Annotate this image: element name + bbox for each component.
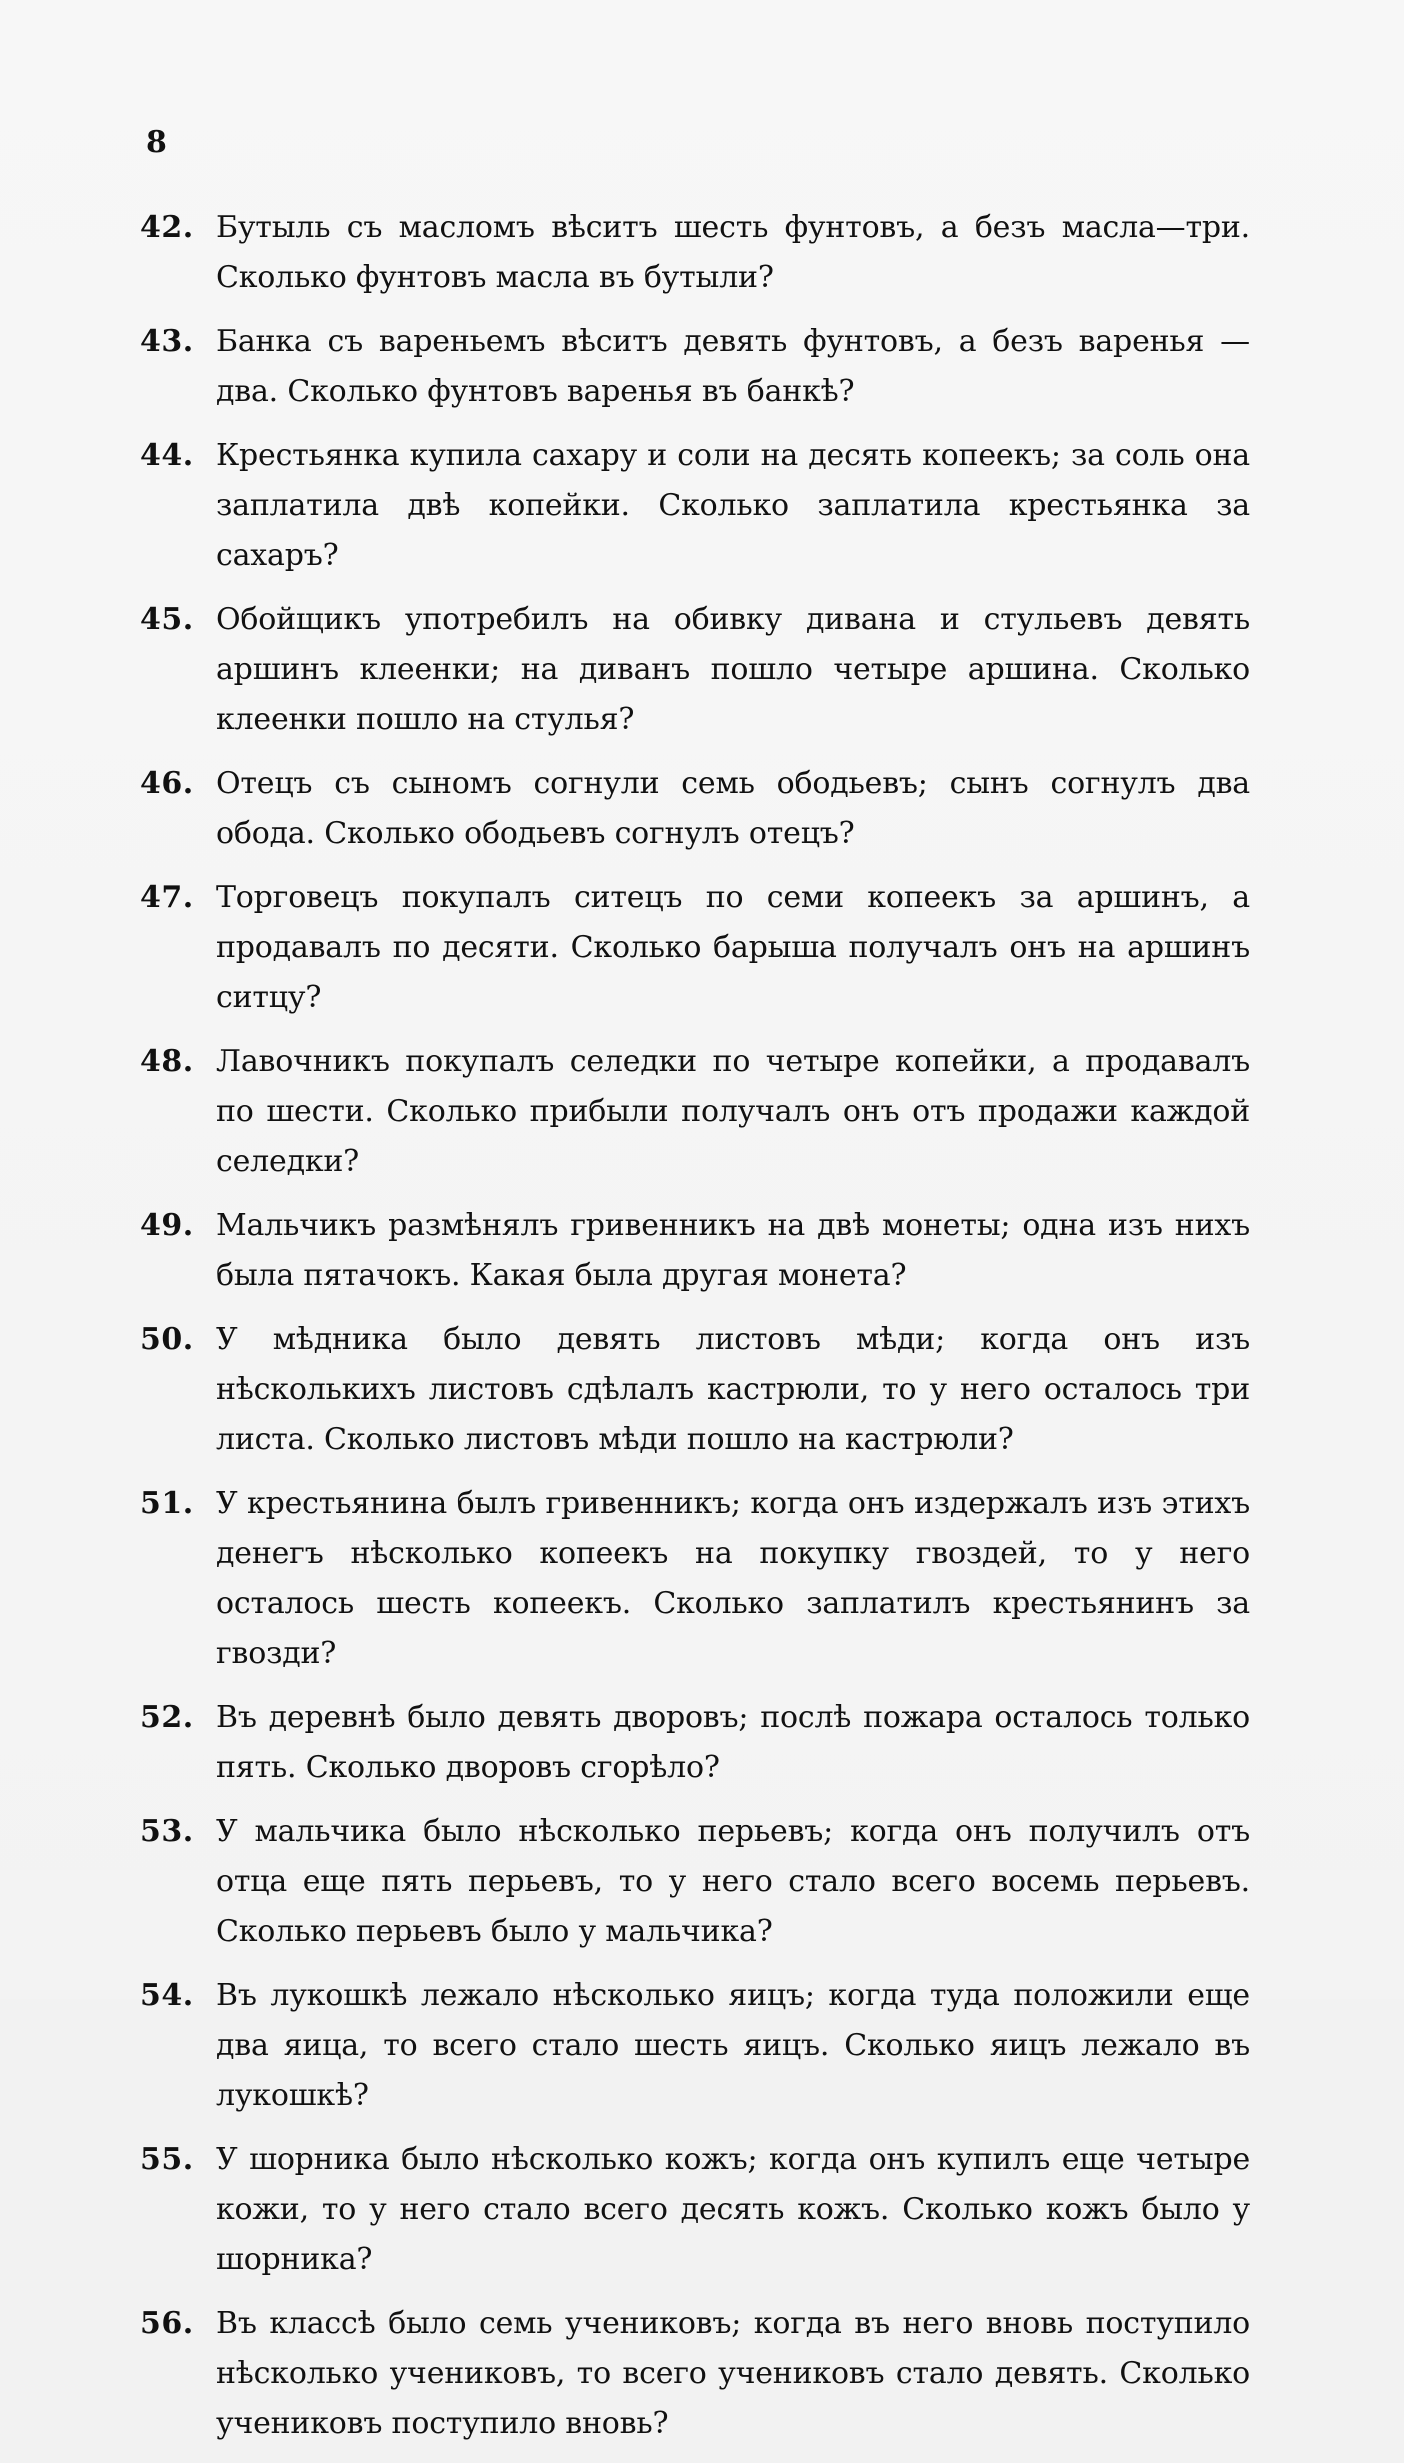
problem-number: 53.: [140, 1814, 194, 1849]
problem-48: [140, 1037, 1250, 1187]
problem-number: 52.: [140, 1700, 194, 1735]
problem-number: 47.: [140, 880, 194, 915]
problem-42: [140, 203, 1250, 303]
problem-text: Крестьянка купила сахару и соли на десять копеекъ; за соль она заплатила двѣ копейки. Сколько заплатила крестьянка за сахаръ?: [216, 438, 1250, 573]
problem-number: 45.: [140, 602, 194, 637]
problem-number: 44.: [140, 438, 194, 473]
problem-number: 43.: [140, 324, 194, 359]
problem-number: 46.: [140, 766, 194, 801]
problem-51: [140, 1479, 1250, 1679]
problem-53: [140, 1807, 1250, 1957]
problem-50: [140, 1315, 1250, 1465]
problem-text: У мальчика было нѣсколько перьевъ; когда онъ получилъ отъ отца еще пять перьевъ, то у него стало всего восемь перьевъ. Сколько перьевъ было у мальчика?: [216, 1814, 1250, 1949]
problem-45: [140, 595, 1250, 745]
problem-44: [140, 431, 1250, 581]
problem-text: Обойщикъ употребилъ на обивку дивана и стульевъ девять аршинъ клеенки; на диванъ пошло четыре аршина. Сколько клеенки пошло на стулья?: [216, 602, 1250, 737]
problem-number: 49.: [140, 1208, 194, 1243]
problem-47: [140, 873, 1250, 1023]
problem-text: Бутыль съ масломъ вѣситъ шесть фунтовъ, а безъ масла—три. Сколько фунтовъ масла въ бутыли?: [216, 210, 1250, 295]
page-number: 8: [146, 125, 167, 160]
problem-55: [140, 2135, 1250, 2285]
problem-number: 51.: [140, 1486, 194, 1521]
problem-text: У мѣдника было девять листовъ мѣди; когда онъ изъ нѣсколькихъ листовъ сдѣлалъ кастрюли, то у него осталось три листа. Сколько листовъ мѣди пошло на кастрюли?: [216, 1322, 1250, 1457]
problem-number: 50.: [140, 1322, 194, 1357]
problem-text: У шорника было нѣсколько кожъ; когда онъ купилъ еще четыре кожи, то у него стало всего десять кожъ. Сколько кожъ было у шорника?: [216, 2142, 1250, 2277]
problem-text: Въ деревнѣ было девять дворовъ; послѣ пожара осталось только пять. Сколько дворовъ сгорѣло?: [216, 1700, 1250, 1785]
problem-number: 55.: [140, 2142, 194, 2177]
problem-list: [140, 203, 1250, 2463]
problem-text: Торговецъ покупалъ ситецъ по семи копеекъ за аршинъ, а продавалъ по десяти. Сколько барыша получалъ онъ на аршинъ ситцу?: [216, 880, 1250, 1015]
problem-text: Отецъ съ сыномъ согнули семь ободьевъ; сынъ согнулъ два обода. Сколько ободьевъ согнулъ отецъ?: [216, 766, 1250, 851]
problem-text: Мальчикъ размѣнялъ гривенникъ на двѣ монеты; одна изъ нихъ была пятачокъ. Какая была другая монета?: [216, 1208, 1250, 1293]
problem-number: 54.: [140, 1978, 194, 2013]
problem-54: [140, 1971, 1250, 2121]
problem-number: 42.: [140, 210, 194, 245]
problem-text: Банка съ вареньемъ вѣситъ девять фунтовъ, а безъ варенья — два. Сколько фунтовъ варенья въ банкѣ?: [216, 324, 1250, 409]
problem-46: [140, 759, 1250, 859]
problem-text: Въ классѣ было семь учениковъ; когда въ него вновь поступило нѣсколько учениковъ, то всего учениковъ стало девять. Сколько учениковъ поступило вновь?: [216, 2306, 1250, 2441]
problem-text: Лавочникъ покупалъ селедки по четыре копейки, а продавалъ по шести. Сколько прибыли получалъ онъ отъ продажи каждой селедки?: [216, 1044, 1250, 1179]
problem-52: [140, 1693, 1250, 1793]
problem-56: [140, 2299, 1250, 2449]
problem-number: 48.: [140, 1044, 194, 1079]
problem-text: Въ лукошкѣ лежало нѣсколько яицъ; когда туда положили еще два яица, то всего стало шесть яицъ. Сколько яицъ лежало въ лукошкѣ?: [216, 1978, 1250, 2113]
problem-43: [140, 317, 1250, 417]
problem-text: У крестьянина былъ гривенникъ; когда онъ издержалъ изъ этихъ денегъ нѣсколько копеекъ на покупку гвоздей, то у него осталось шесть копеекъ. Сколько заплатилъ крестьянинъ за гвозди?: [216, 1486, 1250, 1671]
problem-number: 56.: [140, 2306, 194, 2341]
problem-49: [140, 1201, 1250, 1301]
